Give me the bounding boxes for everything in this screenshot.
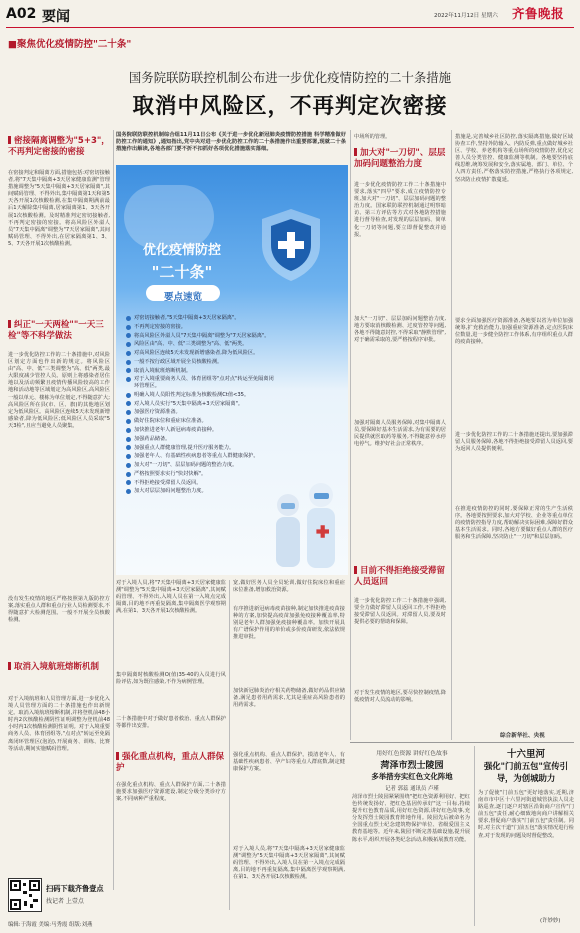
col6-paragraph-2: 要求全面加强医疗资源准备,各地要以省为单位加强统筹,扩充救治能力,加强重症资源准备,定点医院床位数量,进一步健全防控工作体系,有序组织重点人群的疫苗接种。 [455,318,573,346]
infographic-item-text: 加强重点人群健康管理,提升医疗服务能力。 [134,444,235,451]
col5-paragraph-2: 进一步优化疫情防控工作二十条措施中要求,落实"四早"要求,成立疫情防控专班,加大对"一刀切"、层层加码问题的整治力度。国家联防联控机制通过明察暗访、第三方评估等方式对各地防控措施进行督导检查,对发现的层层加码、简单化一刀切等问题,要立即督促整改并通报。 [354,182,446,238]
infographic-item [126,409,276,416]
bottom-ad-block [352,746,472,926]
infographic-item [126,471,276,478]
infographic-item-text: 将高风险区外溢人员"7天集中隔离"调整为"7天居家隔离"。 [134,332,270,339]
infographic-item [126,324,276,331]
medical-workers-illustration [266,465,348,575]
source-note: 综合新华社、央视 [500,733,545,739]
infographic-item [126,427,276,434]
bullet-icon [126,342,131,347]
col4-paragraph-5: 对于入境人员,将"7天集中隔离+3天居家健康监测"调整为"5天集中隔离+3天居家隔离",其间赋码管理、不得外出,入境人员在第一入境点完成隔离,目的地不再重复隔离,集中隔离医学观察期满,在第1、3天各开展1次核酸检测。 [233,846,345,881]
infographic-item-text: 取消入境航班熔断机制。 [134,367,192,374]
infographic-item [126,359,276,366]
infographic-item [126,480,276,487]
column-divider [451,130,452,740]
section-title-testing [8,320,110,342]
bullet-icon [126,454,131,459]
infographic-item-text: 加强药品储备。 [134,435,171,442]
infographic-item [126,453,276,460]
col6-paragraph-4: 在推进疫情防控的同时,要保障正常的生产生活秩序。各地要按照要求,加大对学校、企业等重点单位的疫情防控指导力度,帮助解决实际困难,保障好群众基本生活需求。同时,各地方要做好重点人群的医疗服务和生活保障,坚决防止"一刀切"和层层加码。 [455,506,573,541]
subhead-bar [354,148,357,156]
bottom-right-title: 强化"门前五包"宣传引导，为创城助力 [483,761,569,783]
infographic-item-text: 对高风险区连续5天未发现新增感染者,降为低风险区。 [134,350,259,357]
bullet-icon [126,445,131,450]
subhead-bar [8,136,11,144]
col4-paragraph-2: 有序推进新冠病毒疫苗接种,制定加快推进疫苗接种的方案,加快提高疫苗加强免疫接种覆盖率,特别是老年人群加强免疫接种覆盖率。加快开展具有广谱保护作用的单价或多价疫苗研发,依法依规推进审批。 [233,606,345,641]
headline-main: 取消中风险区，不再判定次密接 [132,94,448,119]
infographic-title-line-3 [146,285,220,301]
section-title-text: 取消入境航班熔断机制 [14,662,100,672]
subhead-bar [8,320,11,328]
bullet-icon [126,368,131,373]
header-rule [6,27,574,28]
bullet-icon [126,393,131,398]
infographic-list [126,315,276,497]
infographic-item [126,333,276,340]
infographic-item-text: 对于入境重要商务人员、体育团组等"点对点"转运至免隔离闭环管理区。 [134,376,274,390]
col5-paragraph-5: 进一步优化防控工作二十条措施中强调,要全力做好滞留人员返回工作,不得拒绝接受滞留人员返回。对滞留人员,要及时提供必要的帮助和保障。 [354,598,446,626]
section-title-text: 加大对"一刀切"、层层加码问题整治力度 [354,148,446,169]
issue-date: 2022年11月12日 星期六 [434,13,498,19]
col4-paragraph-1: 宽,做好医务人员全员轮训,做好住院床位和重症床位准备,增加救治资源。 [233,580,345,594]
qr-caption-line-1: 扫码下载齐鲁壹点 [46,884,104,893]
column-divider [229,580,230,910]
bottom-ad-kicker: 用好红色资源 讲好红色故事 [376,751,448,757]
infographic-item [126,350,276,357]
infographic-item [126,401,276,408]
page-code: A02 [6,6,37,22]
bullet-icon [126,351,131,356]
column-divider [113,130,114,890]
bullet-icon [126,480,131,485]
column-divider [474,746,475,926]
subhead-bar [116,752,119,760]
section-title-text: 密接隔离调整为"5+3"，不再判定密接的密接 [8,136,110,157]
infographic-item-text: 加大对层层加码问题整治力度。 [134,488,207,495]
infographic-item [126,462,276,469]
bullet-icon [126,437,131,442]
bottom-right-block [478,746,576,926]
bullet-icon [126,472,131,477]
col1-paragraph-2: 进一步优化防控工作的二十条措施中,对风险区划定方面也作出新的规定。将风险区由"高、中、低"三类调整为"高、低"两类,最大限度减少管控人员。原则上将感染者居住地以及活动频繁且疫情传播风险较高的工作地和活动地等区域划定为高风险区,高风险区一般以单元、楼栋为单位划定,不得随意扩大;高风险区所在县(市、区、旗)的其他地区划定为低风险区。高风险区连续5天未发现新增感染者,降为低风险区;低风险区人员采取"5天3检",且应当避免人员聚集。 [8,352,110,429]
column-divider [350,130,351,740]
bullet-icon [126,377,131,382]
infographic [116,165,348,575]
infographic-item [126,368,276,375]
bottom-right-byline: (许妙妙) [540,918,561,924]
infographic-title-line-2: "二十条" [151,263,213,281]
col1-paragraph-4: 对于入境航班和人员管理方面,进一步优化入境人员管理方面的二十条措施也作出新规定。取消入境航班熔断机制,并将登机前48小时内2次核酸检测阴性证明调整为登机前48小时内1次核酸检测阴性证明。对于入境重要商务人员、体育团组等,"点对点"转运至免隔离闭环管理区(泡泡),开展商务、训练、比赛等活动,期间实施赋码管理。 [8,696,110,752]
subhead-bar [8,662,11,670]
bottom-section-rule [350,742,574,743]
section-title-text: 强化重点机构，重点人群保护 [116,752,225,773]
qr-code-icon[interactable] [8,878,42,912]
headline-kicker: 国务院联防联控机制公布进一步优化疫情防控的二十条措施 [128,70,452,85]
bottom-ad-title: 菏泽市烈士陵园 [380,761,444,771]
infographic-item-text: 加大对"一刀切"、层层加码问题的整治力度。 [134,462,238,469]
col3-paragraph-2: 在强化重点机构、重点人群保护方面,二十条措施要求加强医疗资源建设,制定分级分类诊疗方案,不同病种严重程度。 [116,782,226,803]
infographic-item-text: 加快推进老年人新冠病毒疫苗接种。 [134,426,218,433]
infographic-item [126,418,276,425]
bottom-ad-byline: 记者 郭蕊 通讯员 卢瑾 [385,786,439,792]
subhead-bar [354,566,357,574]
infographic-item-text: 加强医疗资源准备。 [134,409,181,416]
section-title-text: 纠正"一天两检""一天三检"等不科学做法 [8,320,104,341]
infographic-item [126,445,276,452]
infographic-item [126,315,276,322]
bullet-icon [126,410,131,415]
infographic-item [126,392,276,399]
bullet-icon [126,419,131,424]
section-title-one-size [354,148,446,170]
col4-paragraph-4: 强化重点机构、重点人群保护。摸清老年人、有基础性疾病患者、孕产妇等重点人群底数,制定健康保护方案。 [233,752,345,773]
infographic-item-text: 不再判定密接的密接。 [134,323,186,330]
section-title-key-groups [116,752,226,774]
col3-paragraph-4: 二十条措施中对于做好患者救治、重点人群保护等都作出安排。 [116,716,226,730]
shield-icon [256,205,326,289]
col6-paragraph-1: 措施是,完善城乡社区防控,落实隔离措施,做好区域协查工作,坚持外防输入、内防反弹,重点做好城乡社区、学校、养老机构等重点场所的疫情防控,优化完善人员分类管控、健康监测等机制。各地要坚持底线思维,统筹发展和安全,落实属地、部门、单位、个人四方责任,严格落实防控措施,严格执行各项规定,坚决防止疫情扩散蔓延。 [455,134,573,183]
infographic-item-text: 风险区由"高、中、低"三类调整为"高、低"两类。 [134,341,248,348]
bullet-icon [126,316,131,321]
col5-paragraph-3: 加大"一刀切"、层层加码问题整治力度,地方要取消核酸检测、过度管控等问题,各地不得随意封控,不得采取"静默管理",对于确需采取的,要严格按程序审批。 [354,316,446,344]
col6-paragraph-3: 进一步优化防控工作的二十条措施还提出,要加强滞留人员服务保障,各地不得拒绝接受滞留人员返回,要为返回人员提供便利。 [455,432,573,453]
col5-paragraph-1: 中场所的管理。 [354,134,391,140]
bullet-icon [126,333,131,338]
col1-paragraph-3: 没有发生疫情的地区严格按照第九版防控方案,落实重点人群和重点行业人员检测要求,不得随意扩大检测范围。一般不开展全员核酸检测。 [8,596,110,624]
infographic-title-line-3-text: 要点速览 [163,292,202,303]
newspaper-brand: 齐鲁晚报 [512,6,565,21]
infographic-item-text: 对密切接触者,"5天集中隔离+3天居家隔离"。 [134,315,240,321]
infographic-item-text: 对入境人员实行"5天集中隔离+3天居家隔离"。 [134,400,244,407]
section-title-stranded [354,566,446,588]
section-title-text: 目前不得拒绝接受滞留人员返回 [354,566,446,587]
bottom-right-kicker: 十六里河 [506,749,545,760]
infographic-item-text: 一般不按行政区域开展全员核酸检测。 [134,358,223,365]
col5-paragraph-6: 对于发生疫情的地区,要尽快控制疫情,降低疫情对人员流动的影响。 [354,690,446,704]
bullet-icon [126,401,131,406]
lead-paragraph: 国务院联防联控机制综合组11月11日公布《关于进一步优化新冠肺炎疫情防控措施 科学精准做好防控工作的通知》,通知指出,党中央对进一步优化防控工作的二十条措施作出重要部署,现就二十条措施作出解读,各地各部门要不折不扣抓好各项优化措施落实落细。 [116,132,346,153]
infographic-item [126,488,276,495]
qr-caption-line-2: 找记者 上壹点 [46,898,84,905]
infographic-item-text: 严格按照要求实行"快封快解"。 [134,470,207,477]
topic-label: ■聚焦优化疫情防控"二十条" [8,39,132,50]
bullet-icon [126,489,131,494]
col1-paragraph-1: 在密接判定和隔离方面,措施包括:对密切接触者,将"7天集中隔离+3天居家健康监测"管理措施调整为"5天集中隔离+3天居家隔离",其间赋码管理、不得外出,集中隔离第1天和第5天各开展1次核酸检测,在集中隔离期满前最后1天解除集中隔离,居家隔离第1、3天各开展1次核酸检测。及时精准判定密切接触者,不再判定密接的密接。将高风险区外溢人员"7天集中隔离"调整为"7天居家隔离",其间赋码管理、不得外出,在居家隔离第1、3、5、7天各开展1次核酸检测。 [8,170,110,247]
bullet-icon [126,360,131,365]
bullet-icon [126,325,131,330]
col3-paragraph-1: 对于入境人员,将"7天集中隔离+3天居家健康监测"调整为"5天集中隔离+3天居家隔离",其间赋码管理、不得外出,入境人员在第一入境点完成隔离,目的地不再重复隔离,集中隔离医学观察期满,在第1、3天各开展1次核酸检测。 [116,580,226,615]
bullet-icon [126,428,131,433]
bottom-right-body: 为了促使"门前五包"更好地落实,近期,济南市市中区十六里河街道城管执法人员走路巡查,逐门逐户对辖区沿街商户宣传"门前五包"责任,耐心细致地向商户讲解相关要求,督促商户落实"门前五包"责任制。同时,对主次干道"门前五包"落实情况进行检查,对于发现的问题及时督促整改。 [478,790,574,839]
section-name: 要闻 [42,9,70,25]
editors-credit: 编辑:于海霞 美编:马秀霞 组版:刘燕 [8,922,93,928]
bottom-ad-body: 菏泽市烈士陵园紧紧围绕"把红色资源利用好、把红色传统发扬好、把红色基因传承好"这一目标,持续提升红色教育品质,用好红色资源,讲好红色故事,充分发挥烈士陵园教育阵地作用。陵园先后被命名为全国重点烈士纪念建筑物保护单位、省级爱国主义教育基地等。近年来,陵园不断完善基础设施,提升展陈水平,组织开展各类纪念活动,积极拓展教育功能。 [352,794,470,843]
infographic-item-text: 加强老年人、有基础性疾病患者等重点人群健康保护。 [134,453,259,460]
infographic-item [126,341,276,348]
section-title-quarantine [8,136,110,158]
section-title-flights [8,662,110,673]
infographic-item-text: 明确入境人员阳性判定标准为核酸检测Ct值<35。 [134,391,250,398]
bullet-icon [126,463,131,468]
infographic-item-text: 做好住院床位和重症床位准备。 [134,418,207,425]
col4-paragraph-3: 加快新冠肺炎治疗相关药物储备,做好药品供应储备,满足患者用药需求,尤其是重症高风险患者的用药需求。 [233,688,345,709]
infographic-item [126,436,276,443]
infographic-title-line-1: 优化疫情防控 [142,243,221,258]
col5-paragraph-4: 加强对隔离人员服务保障,对集中隔离人员,要保障好基本生活需求,为有需要的居民提供就医取药等服务,不得随意停水停电停气。维护好社会正常秩序。 [354,420,446,448]
infographic-item-text: 不得拒绝接受滞留人员返回。 [134,479,202,486]
col3-paragraph-3: 集中隔离时核酸检测O(值)35-40的入员进行风险评估,如为既往感染,不作为病例管理。 [116,672,226,686]
infographic-item [126,376,276,389]
bottom-ad-subtitle: 多举措夯实红色文化阵地 [371,772,453,781]
